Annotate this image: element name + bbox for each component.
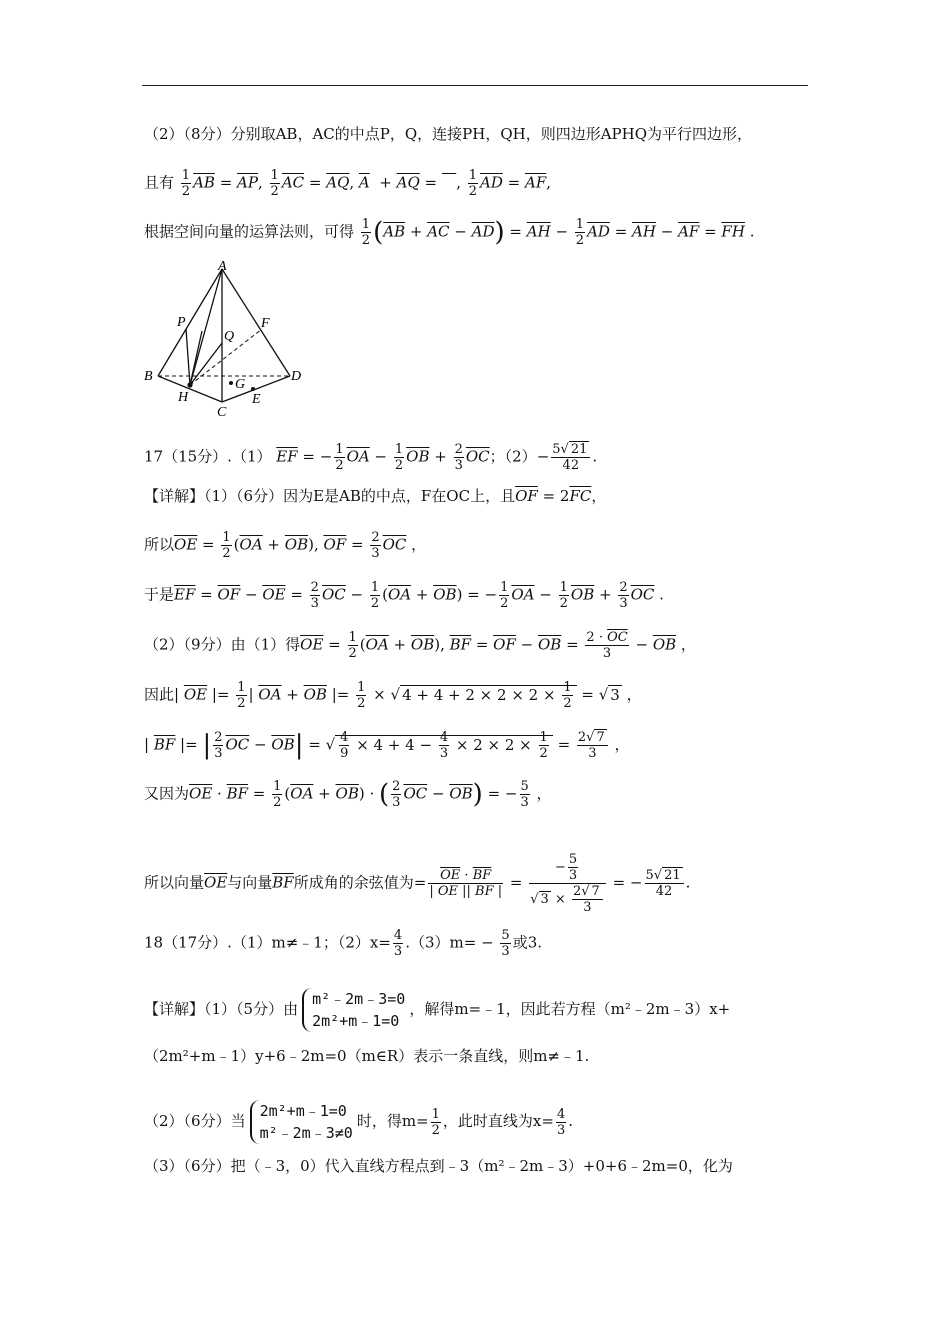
formula-line: （2）（6分）当 2m²+m﹣1=0 m²﹣2m﹣3≠0 时，得m= $\frac{1}{2}$ ，此时直线为x= $\frac{4}{3}$ . bbox=[144, 1102, 573, 1142]
text-line: （3）（6分）把（﹣3，0）代入直线方程点到﹣3（m²﹣2m﹣3）+0+6﹣2m=0，化为 bbox=[144, 1157, 733, 1175]
formula-line: （2）（9分）由（1）得$\overline{OE}$ = $\frac{1}{2}$ $(\overline{OA} + \overline{OB})$, $\overline{BF} = \overline{OF} - \overline{OB}$ = $\frac{2 \cdot \overline{OC}}{3}$ − $\overline{OB}$ ， bbox=[144, 630, 696, 661]
label-q: Q bbox=[224, 329, 235, 344]
label-b: B bbox=[144, 369, 153, 384]
formula-line: 根据空间向量的运算法则，可得 $\frac{1}{2}$ $(\overline{AB} + \overline{AC} - \overline{AD}) = \overline{AH}$ − $\frac{1}{2}$ $\overline{AD} = \overline{AH} - \overline{AF} = \overline{FH}$ . bbox=[144, 217, 755, 248]
label-a: A bbox=[218, 259, 227, 274]
label-d: D bbox=[291, 369, 302, 384]
formula-line: 所以向量$\overline{OE}$与向量$\overline{BF}$所成角的余弦值为= $\frac{\overline{OE} \cdot \overline{BF}}{| \overline{OE} || \overline{BF} |}$ = − $\frac{5}{3}$ √ 3 × $\frac{2√ 7}{3}$ = − $\frac{5√ 21}{42}$ . bbox=[144, 852, 691, 915]
formula-line: 因此| $\overline{OE}$ |= $\frac{1}{2}$ | $\overline{OA} + \overline{OB}$ |= $\frac{1}{2}$ × √ 4 + 4 + 2 × 2 × 2 × $\frac{1}{2}$ = √ 3 ， bbox=[144, 680, 642, 711]
header-rule bbox=[142, 85, 808, 86]
formula-line: | $\overline{BF}$ |= | $\frac{2}{3}$ $\overline{OC} - \overline{OB}|$ = √ $\frac{4}{9}$ × 4 + 4 − $\frac{4}{3}$ × 2 × 2 × $\frac{1}{2}$ = $\frac{2√ 7}{3}$ ， bbox=[144, 730, 630, 761]
equation-system: m²﹣2m﹣3=0 2m²+m﹣1=0 bbox=[302, 988, 405, 1032]
label-e: E bbox=[252, 392, 261, 407]
text-line: （2）（8分）分别取AB，AC的中点P，Q，连接PH，QH，则四边形APHQ为平行四边形， bbox=[144, 125, 753, 143]
label-f: F bbox=[261, 316, 270, 331]
formula-line: 18（17分）.（1）m≠﹣1；（2）x= $\frac{4}{3}$ .（3）m= − $\frac{5}{3}$ 或3. bbox=[144, 928, 542, 959]
label-p: P bbox=[177, 315, 186, 330]
formula-line: 所以$\overline{OE}$ = $\frac{1}{2}$ $(\overline{OA} + \overline{OB})$, $\overline{OF}$ = $\frac{2}{3}$ $\overline{OC}$ ， bbox=[144, 530, 427, 561]
formula-line: 于是$\overline{EF} = \overline{OF} - \overline{OE}$ = $\frac{2}{3}$ $\overline{OC}$ − $\frac{1}{2}$ $(\overline{OA} + \overline{OB})$ = − $\frac{1}{2}$ $\overline{OA}$ − $\frac{1}{2}$ $\overline{OB}$ + $\frac{2}{3}$ $\overline{OC}$ . bbox=[144, 580, 664, 611]
formula-line: 【详解】（1）（5分）由 m²﹣2m﹣3=0 2m²+m﹣1=0 ，解得m=﹣1，因此若方程（m²﹣2m﹣3）x+ bbox=[144, 990, 731, 1030]
formula-line: 17（15分）.（1） $\overline{EF}$ = − $\frac{1}{2}$ $\overline{OA}$ − $\frac{1}{2}$ $\overline{OB}$ + $\frac{2}{3}$ $\overline{OC}$；（2）− $\frac{5√ 21}{42}$ . bbox=[144, 442, 598, 473]
label-g: G bbox=[235, 377, 246, 392]
text-line: 【详解】（1）（6分）因为E是AB的中点，F在OC上，且$\overline{OF} = 2\overline{FC}$， bbox=[144, 487, 607, 505]
label-c: C bbox=[217, 405, 227, 420]
label-h: H bbox=[178, 390, 189, 405]
text-line: （2m²+m﹣1）y+6﹣2m=0（m∈R）表示一条直线，则m≠﹣1. bbox=[144, 1047, 590, 1065]
formula-line: 且有 $\frac{1}{2}$ $\overline{AB} = \overline{AP}$, $\frac{1}{2}$ $\overline{AC} = \overline{AQ}$, $\overline{A} + \overline{AQ}$ = , $\frac{1}{2}$ $\overline{AD} = \overline{AF}$, bbox=[144, 168, 552, 199]
formula-line: 又因为$\overline{OE} \cdot \overline{BF}$ = $\frac{1}{2}$ $(\overline{OA} + \overline{OB})$ · ( $\frac{2}{3}$ $\overline{OC} - \overline{OB}$) = − $\frac{5}{3}$ ， bbox=[144, 779, 552, 810]
tetrahedron-figure bbox=[140, 255, 320, 425]
equation-system: 2m²+m﹣1=0 m²﹣2m﹣3≠0 bbox=[250, 1100, 353, 1144]
